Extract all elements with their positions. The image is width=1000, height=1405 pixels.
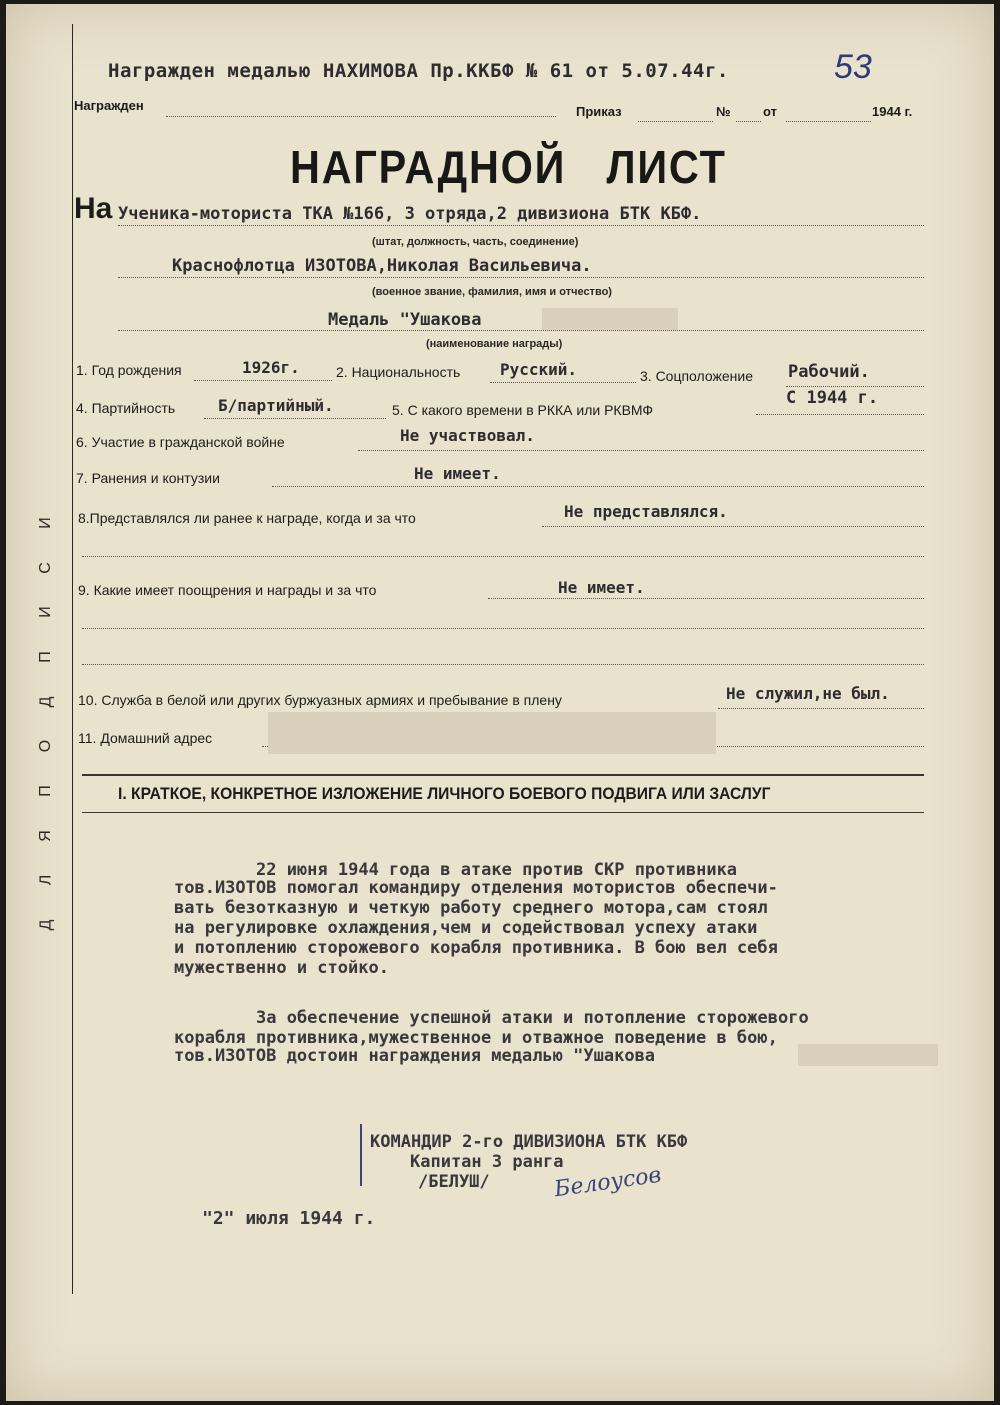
narrative-line: вать безотказную и четкую работу среднего мотора,сам стоял [174,898,768,918]
birth-year-label: 1. Год рождения [76,362,182,378]
awarded-label: Награжден [74,98,144,113]
social-status-line [786,386,924,387]
position-value: Ученика-моториста ТКА №166, 3 отряда,2 дивизиона БТК КБФ. [118,204,702,224]
birth-year-value: 1926г. [242,358,300,377]
white-army-label: 10. Служба в белой или других буржуазных армиях и пребывание в плену [78,692,562,708]
service-since-label: 5. С какого времени в РККА или РКВМФ [392,402,654,418]
signature-bracket [360,1124,362,1186]
narrative-line: 22 июня 1944 года в атаке против СКР противника [256,860,738,880]
section-rule-top [82,774,924,776]
nationality-line [490,382,636,383]
section-title: I. КРАТКОЕ, КОНКРЕТНОЕ ИЗЛОЖЕНИЕ ЛИЧНОГО БОЕВОГО ПОДВИГА ИЛИ ЗАСЛУГ [118,784,771,803]
narrative-line: и потоплению сторожевого корабля противника. В бою вел себя [174,938,778,958]
previous-awards-line-2 [82,556,924,557]
position-caption: (штат, должность, часть, соединение) [372,236,579,248]
redacted-address [268,712,716,754]
commander-signature: Белоусов [552,1162,663,1203]
narrative-line: на регулировке охлаждения,чем и содействовал успеху атаки [174,918,758,938]
previous-awards-line [542,526,924,527]
binding-margin-line [72,24,73,1294]
encouragements-label: 9. Какие имеет поощрения и награды и за что [78,582,377,598]
nationality-value: Русский. [500,360,578,379]
side-letter: И [37,606,54,619]
rank-name-line [118,277,924,278]
side-letter: Д [37,919,54,931]
side-letter: П [37,785,54,797]
side-letter: С [37,561,54,574]
social-status-value: Рабочий. [788,362,870,382]
commander-title: КОМАНДИР 2-го ДИВИЗИОНА БТК КБФ [370,1132,688,1152]
civil-war-label: 6. Участие в гражданской войне [76,434,285,450]
encouragements-line [488,598,924,599]
previous-awards-value: Не представлялся. [564,502,728,521]
wounds-line [272,486,924,487]
order-label: Приказ [576,104,622,119]
previous-awards-label: 8.Представлялся ли ранее к награде, когда и за что [78,510,416,526]
award-line [118,330,924,331]
side-letter: Л [37,875,54,886]
birth-year-line [194,380,332,381]
wounds-value: Не имеет. [414,464,501,483]
redacted-area [798,1044,938,1066]
rank-caption: (военное звание, фамилия, имя и отчество) [372,286,612,298]
civil-war-line [358,450,924,451]
wounds-label: 7. Ранения и контузии [76,470,220,486]
side-label-for-signatures [36,514,56,934]
service-since-value: С 1944 г. [786,388,879,408]
party-value: Б/партийный. [218,396,334,415]
award-sheet [6,4,994,1401]
rank-name-value: Краснофлотца ИЗОТОВА,Николая Васильевича. [172,256,592,276]
commander-name: /БЕЛУШ/ [418,1172,490,1192]
side-letter: Я [37,829,54,842]
social-status-label: 3. Соцположение [640,368,753,384]
narrative-line: тов.ИЗОТОВ помогал командиру отделения мотористов обеспечи- [174,878,778,898]
award-value: Медаль "Ушакова [328,310,482,330]
redacted-area [542,308,678,330]
year-label: 1944 г. [872,104,913,119]
number-line [736,121,761,122]
party-line [204,418,386,419]
nationality-label: 2. Национальность [336,364,461,380]
from-label: от [763,104,777,119]
encouragements-value: Не имеет. [558,578,645,597]
award-caption: (наименование награды) [426,338,563,350]
side-letter: И [37,517,54,529]
page-number: 53 [834,48,872,86]
order-line [638,121,713,122]
commander-rank: Капитан 3 ранга [410,1152,564,1172]
side-letter: Д [37,696,54,708]
position-line [118,225,924,226]
number-label: № [716,104,731,119]
white-army-value: Не служил,не был. [726,684,890,703]
side-letter: П [37,651,54,663]
home-address-label: 11. Домашний адрес [78,730,213,746]
service-since-line [756,414,924,415]
narrative-line: тов.ИЗОТОВ достоин награждения медалью "Ушакова [174,1046,656,1066]
to-label: На [74,192,113,225]
award-note: Награжден медалью НАХИМОВА Пр.ККБФ № 61 от 5.07.44г. [108,60,729,82]
side-letter: О [36,740,54,753]
party-label: 4. Партийность [76,400,176,416]
encouragements-line-2 [82,628,924,629]
sign-date: "2" июля 1944 г. [202,1208,376,1229]
encouragements-line-3 [82,664,924,665]
civil-war-value: Не участвовал. [400,426,535,445]
narrative-line: корабля противника,мужественное и отважное поведение в бою, [174,1028,778,1048]
awarded-line [166,116,556,117]
from-line [786,121,871,122]
section-rule-bottom [82,812,924,813]
document-title: НАГРАДНОЙ ЛИСТ [290,141,727,193]
white-army-line [718,708,924,709]
narrative-line: За обеспечение успешной атаки и потопление сторожевого [256,1008,809,1028]
narrative-line: мужественно и стойко. [174,958,389,978]
